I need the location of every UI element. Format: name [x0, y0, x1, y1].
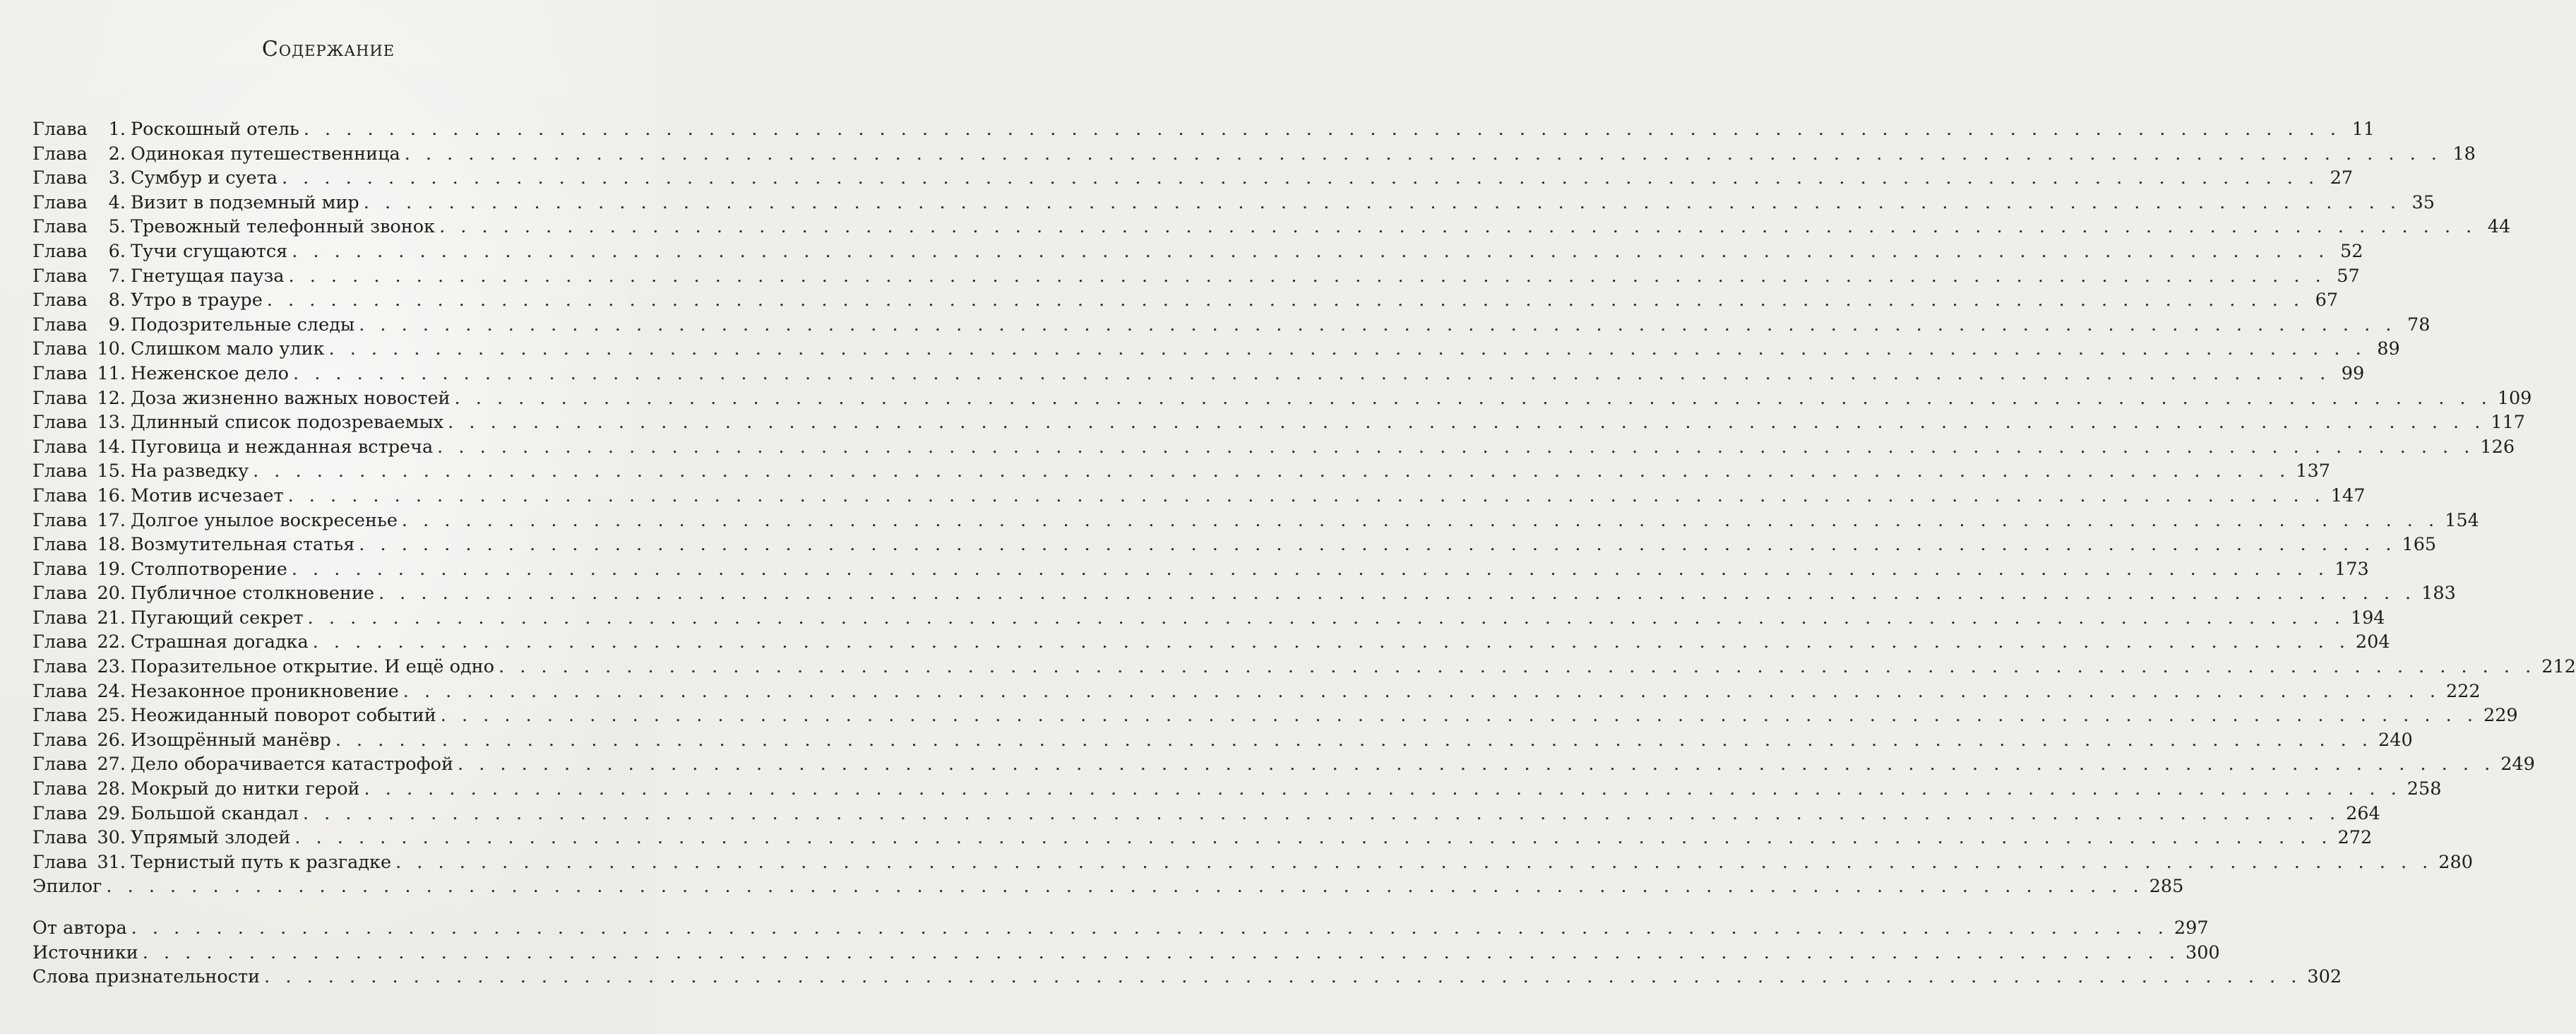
chapter-label: Глава [32, 485, 88, 506]
toc-entry-chapter [32, 826, 2373, 850]
chapter-title: Публичное столкновение [131, 583, 374, 605]
page-title: Содержание [261, 37, 395, 61]
chapter-label: Глава [32, 754, 88, 776]
chapter-number: 26. [97, 729, 126, 751]
dot-leader [303, 802, 2340, 826]
chapter-title: Поразительное открытие. И ещё одно [131, 656, 495, 678]
chapter-number: 6. [108, 240, 126, 262]
chapter-page: 165 [2402, 534, 2437, 556]
chapter-number: 3. [108, 167, 126, 189]
dot-leader [313, 630, 2350, 655]
dot-leader [264, 965, 2301, 990]
toc-entry-chapter [32, 362, 2365, 386]
chapter-page: 67 [2315, 290, 2339, 311]
chapter-number: 29. [97, 802, 126, 824]
chapter-number: 4. [108, 191, 126, 213]
toc-entry-chapter [32, 264, 2360, 289]
toc-entry-chapter [32, 850, 2473, 875]
chapter-title: Незаконное проникновение [131, 680, 399, 702]
toc-entry-chapter [32, 117, 2375, 142]
chapter-title: Неожиданный поворот событий [131, 705, 436, 727]
toc-entry-chapter [32, 191, 2435, 215]
chapter-page: 147 [2330, 485, 2366, 506]
chapter-number: 31. [97, 851, 126, 873]
chapter-label: Глава [32, 827, 88, 849]
dot-leader [364, 191, 2401, 215]
chapter-number: 16. [97, 485, 126, 506]
dot-leader [292, 557, 2329, 582]
chapter-label: Глава [32, 778, 88, 800]
chapter-label: Глава [32, 412, 88, 434]
chapter-page: 229 [2483, 705, 2518, 727]
chapter-title: Длинный список подозреваемых [131, 412, 444, 434]
dot-leader [403, 679, 2440, 704]
chapter-label: Глава [32, 362, 88, 384]
chapter-title: Гнетущая пауза [131, 265, 285, 287]
dot-leader [328, 337, 2366, 362]
dot-leader [267, 288, 2304, 313]
dot-leader [402, 509, 2439, 533]
chapter-label: Глава [32, 656, 88, 678]
chapter-title: Пуговица и нежданная встреча [131, 436, 434, 458]
chapter-title: Тучи сгущаются [131, 240, 288, 262]
dot-leader [293, 362, 2330, 386]
chapter-number: 2. [108, 143, 126, 165]
toc-entry-chapter [32, 215, 2511, 239]
entry-page: 302 [2307, 966, 2342, 988]
chapter-label: Глава [32, 290, 88, 311]
chapter-title: Страшная догадка [131, 631, 309, 653]
dot-leader [359, 533, 2396, 557]
chapter-page: 52 [2339, 240, 2363, 262]
chapter-label: Глава [32, 802, 88, 824]
chapter-title: Тревожный телефонный звонок [131, 216, 436, 238]
entry-title: Слова признательности [32, 966, 261, 988]
chapter-title: Утро в трауре [131, 290, 263, 311]
toc-entry-chapter [32, 459, 2330, 484]
entry-page: 285 [2149, 876, 2184, 898]
dot-leader [308, 606, 2345, 631]
chapter-page: 57 [2337, 265, 2360, 287]
chapter-number: 30. [97, 827, 126, 849]
chapter-number: 28. [97, 778, 126, 800]
dot-leader [292, 239, 2329, 264]
dot-leader [289, 264, 2326, 289]
chapter-number: 20. [97, 583, 126, 605]
entry-page: 297 [2174, 917, 2209, 939]
chapter-page: 27 [2330, 167, 2354, 189]
chapter-label: Глава [32, 558, 88, 580]
dot-leader [378, 581, 2416, 606]
chapter-page: 183 [2421, 583, 2456, 605]
toc-entry-chapter [32, 557, 2369, 582]
chapter-label: Глава [32, 387, 88, 409]
toc-entry-chapter [32, 728, 2413, 753]
chapter-number: 14. [97, 436, 126, 458]
toc-entry-chapter [32, 606, 2385, 631]
dot-leader [439, 215, 2476, 239]
chapter-page: 272 [2337, 827, 2373, 849]
toc-entry-chapter [32, 630, 2390, 655]
chapter-number: 22. [97, 631, 126, 653]
chapter-number: 19. [97, 558, 126, 580]
chapter-page: 222 [2445, 680, 2481, 702]
entry-title: Источники [32, 941, 138, 963]
chapter-title: На разведку [131, 460, 249, 482]
dot-leader [499, 655, 2536, 679]
chapter-title: Столпотворение [131, 558, 287, 580]
chapter-page: 194 [2350, 607, 2385, 629]
chapter-label: Глава [32, 436, 88, 458]
chapter-label: Глава [32, 534, 88, 556]
chapter-label: Глава [32, 119, 88, 140]
chapter-label: Глава [32, 460, 88, 482]
chapter-label: Глава [32, 216, 88, 238]
toc-entry-author-note [32, 916, 2209, 941]
dot-leader [364, 777, 2402, 802]
toc-entry-chapter [32, 802, 2380, 826]
chapter-title: Подозрительные следы [131, 314, 355, 335]
toc-entry-chapter [32, 777, 2442, 802]
dot-leader [448, 410, 2485, 435]
chapter-title: Мотив исчезает [131, 485, 284, 506]
toc-entry-chapter [32, 435, 2515, 460]
chapter-number: 12. [97, 387, 126, 409]
chapter-page: 249 [2500, 754, 2535, 776]
chapter-label: Глава [32, 509, 88, 531]
chapter-page: 11 [2351, 119, 2375, 140]
toc-entry-chapter [32, 337, 2400, 362]
chapter-title: Роскошный отель [131, 119, 299, 140]
chapter-page: 280 [2438, 851, 2473, 873]
chapter-page: 99 [2341, 362, 2365, 384]
toc-entry-chapter [32, 752, 2535, 777]
toc-entry-chapter [32, 166, 2354, 191]
chapter-title: Дело оборачивается катастрофой [131, 754, 453, 776]
toc-entry-chapter [32, 239, 2363, 264]
chapter-number: 17. [97, 509, 126, 531]
chapter-label: Глава [32, 265, 88, 287]
dot-leader [294, 826, 2332, 850]
chapter-page: 240 [2378, 729, 2413, 751]
chapter-title: Возмутительная статья [131, 534, 355, 556]
chapter-label: Глава [32, 607, 88, 629]
toc-entry-acknowledgements [32, 965, 2342, 990]
dot-leader [304, 117, 2341, 142]
chapter-page: 137 [2296, 460, 2330, 482]
toc-entry-chapter [32, 679, 2481, 704]
chapter-label: Глава [32, 167, 88, 189]
chapter-title: Долгое унылое воскресенье [131, 509, 398, 531]
chapter-page: 154 [2445, 509, 2479, 531]
chapter-label: Глава [32, 680, 88, 702]
toc-entry-chapter [32, 288, 2339, 313]
chapter-number: 8. [108, 290, 126, 311]
chapter-title: Изощрённый манёвр [131, 729, 331, 751]
chapter-label: Глава [32, 338, 88, 360]
table-of-contents [32, 117, 2576, 990]
chapter-title: Слишком мало улик [131, 338, 325, 360]
chapter-page: 35 [2411, 191, 2435, 213]
chapter-title: Доза жизненно важных новостей [131, 387, 451, 409]
dot-leader [441, 703, 2478, 728]
entry-title: Эпилог [32, 876, 102, 898]
toc-entry-chapter [32, 386, 2532, 411]
dot-leader [106, 874, 2143, 899]
chapter-title: Тернистый путь к разгадке [131, 851, 392, 873]
toc-entry-chapter [32, 313, 2431, 338]
dot-leader [455, 386, 2492, 411]
chapter-label: Глава [32, 729, 88, 751]
chapter-title: Пугающий секрет [131, 607, 304, 629]
dot-leader [288, 484, 2325, 509]
chapter-number: 24. [97, 680, 126, 702]
chapter-number: 15. [97, 460, 126, 482]
chapter-page: 44 [2487, 216, 2511, 238]
dot-leader [405, 142, 2442, 167]
chapter-number: 27. [97, 754, 126, 776]
chapter-number: 9. [108, 314, 126, 335]
chapter-page: 258 [2407, 778, 2442, 800]
chapter-page: 212 [2541, 656, 2576, 678]
chapter-title: Одинокая путешественница [131, 143, 400, 165]
toc-entry-chapter [32, 509, 2479, 533]
chapter-number: 21. [97, 607, 126, 629]
chapter-number: 11. [97, 362, 126, 384]
chapter-label: Глава [32, 851, 88, 873]
chapter-title: Мокрый до нитки герой [131, 778, 360, 800]
chapter-label: Глава [32, 583, 88, 605]
toc-entry-sources [32, 941, 2220, 965]
chapter-page: 18 [2452, 143, 2476, 165]
chapter-page: 126 [2480, 436, 2515, 458]
chapter-number: 5. [108, 216, 126, 238]
dot-leader [282, 166, 2319, 191]
chapter-page: 264 [2346, 802, 2380, 824]
chapter-title: Неженское дело [131, 362, 289, 384]
chapter-number: 18. [97, 534, 126, 556]
chapter-page: 204 [2355, 631, 2390, 653]
chapter-number: 7. [108, 265, 126, 287]
dot-leader [437, 435, 2474, 460]
chapter-page: 117 [2491, 412, 2526, 434]
chapter-page: 78 [2407, 314, 2431, 335]
dot-leader [253, 459, 2290, 484]
entry-page: 300 [2185, 941, 2220, 963]
dot-leader [131, 916, 2169, 941]
entry-title: От автора [32, 917, 127, 939]
toc-entry-chapter [32, 655, 2576, 679]
chapter-label: Глава [32, 240, 88, 262]
toc-entry-chapter [32, 410, 2526, 435]
dot-leader [395, 850, 2433, 875]
toc-entry-chapter [32, 142, 2476, 167]
chapter-number: 1. [108, 119, 126, 140]
toc-entry-chapter [32, 703, 2518, 728]
chapter-label: Глава [32, 143, 88, 165]
chapter-label: Глава [32, 191, 88, 213]
chapter-label: Глава [32, 631, 88, 653]
chapter-title: Упрямый злодей [131, 827, 291, 849]
toc-entry-chapter [32, 533, 2437, 557]
chapter-title: Визит в подземный мир [131, 191, 359, 213]
chapter-number: 23. [97, 656, 126, 678]
chapter-page: 173 [2334, 558, 2369, 580]
toc-entry-chapter [32, 581, 2456, 606]
dot-leader [143, 941, 2180, 965]
chapter-number: 25. [97, 705, 126, 727]
chapter-title: Большой скандал [131, 802, 299, 824]
dot-leader [335, 728, 2373, 753]
chapter-number: 13. [97, 412, 126, 434]
toc-entry-chapter [32, 484, 2366, 509]
chapter-title: Сумбур и суета [131, 167, 278, 189]
chapter-number: 10. [97, 338, 126, 360]
dot-leader [458, 752, 2495, 777]
dot-leader [359, 313, 2396, 338]
chapter-page: 109 [2497, 387, 2532, 409]
toc-entry-epilogue [32, 874, 2184, 899]
chapter-list [32, 117, 2576, 874]
chapter-page: 89 [2377, 338, 2400, 360]
chapter-label: Глава [32, 314, 88, 335]
chapter-label: Глава [32, 705, 88, 727]
